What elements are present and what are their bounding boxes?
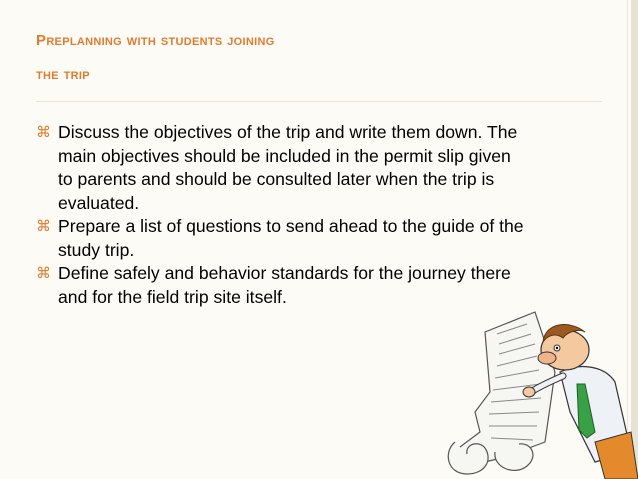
title-line-1-rest: replanning with students joining <box>46 32 275 49</box>
shamrock-bullet-icon: ⌘ <box>36 124 51 141</box>
shamrock-bullet-icon: ⌘ <box>36 265 51 282</box>
title-divider <box>36 101 602 102</box>
bullet-item <box>36 215 526 262</box>
scroll-curl-left <box>448 442 488 474</box>
title-initial: p <box>36 27 47 50</box>
title-line-1 <box>36 22 556 58</box>
man-nose <box>538 352 556 364</box>
shamrock-bullet-icon: ⌘ <box>36 218 51 235</box>
man-hand <box>523 387 535 397</box>
slide-title <box>36 22 556 92</box>
bullet-text: Prepare a list of questions to send ahead to the guide of the study trip. <box>58 216 524 260</box>
bullet-text: Define safely and behavior standards for the journey there and for the field trip site itself. <box>58 263 511 307</box>
bullet-list <box>36 121 526 309</box>
bullet-item <box>36 121 526 215</box>
bullet-text: Discuss the objectives of the trip and write them down. The main objectives should be included in the permit slip given to parents and should be consulted later when the trip is evaluated. <box>58 122 518 213</box>
man-reading-scroll-illustration <box>445 292 638 479</box>
title-line-2: the trip <box>36 66 90 83</box>
